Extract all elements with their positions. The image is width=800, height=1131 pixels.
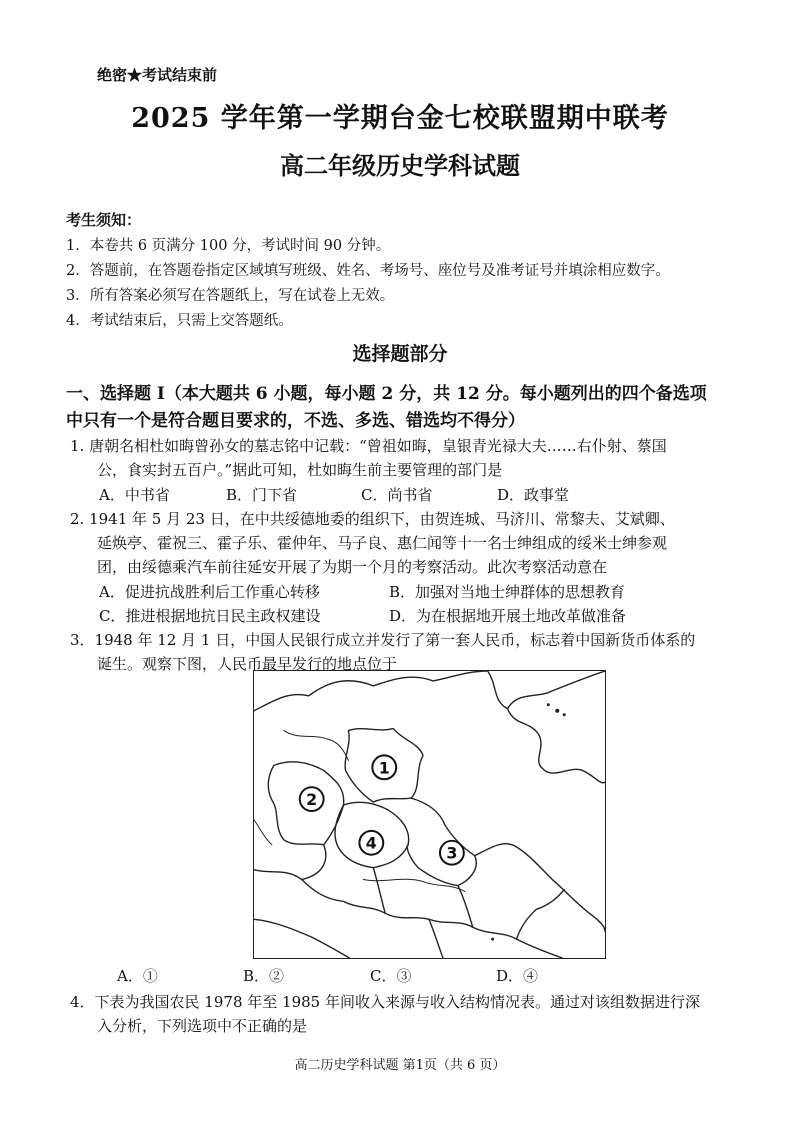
svg-text:3: 3 bbox=[446, 843, 458, 863]
option-b: B．② bbox=[243, 967, 285, 985]
region-map bbox=[253, 670, 606, 959]
marker-4 bbox=[359, 831, 383, 855]
option-b: B．门下省 bbox=[226, 486, 298, 504]
confidential-label: 绝密★考试结束前 bbox=[97, 66, 218, 84]
map-outline-graphic bbox=[254, 671, 605, 958]
svg-text:1: 1 bbox=[378, 758, 390, 778]
notice-item: 4．考试结束后，只需上交答题纸。 bbox=[66, 313, 293, 329]
question-text: 3．1948 年 12 月 1 日，中国人民银行成立并发行了第一套人民币，标志着中国新货币体系的 bbox=[70, 631, 696, 649]
question-text: 延焕亭、霍祝三、霍子乐、霍仲年、马子良、惠仁闻等十一名士绅组成的绥米士绅参观 bbox=[97, 534, 668, 552]
option-a: A．促进抗战胜利后工作重心转移 bbox=[99, 583, 320, 601]
question-text: 1. 唐朝名相杜如晦曾孙女的墓志铭中记载：“曾祖如晦，皇银青光禄大夫……右仆射、蔡国 bbox=[70, 437, 667, 455]
marker-3 bbox=[440, 841, 464, 865]
question-text: 入分析，下列选项中不正确的是 bbox=[97, 1017, 308, 1035]
question-text: 公，食实封五百户。”据此可知，杜如晦生前主要管理的部门是 bbox=[97, 461, 503, 479]
section-title: 选择题部分 bbox=[352, 343, 448, 365]
option-c: C．③ bbox=[370, 967, 412, 985]
notice-item: 3．所有答案必须写在答题纸上，写在试卷上无效。 bbox=[66, 288, 395, 304]
question-text: 2. 1941 年 5 月 23 日，在中共绥德地委的组织下，由贺连城、马济川、常黎夫、艾斌卿、 bbox=[70, 510, 675, 528]
part-instructions: 一、选择题 I（本大题共 6 小题，每小题 2 分，共 12 分。每小题列出的四个备选项 bbox=[66, 384, 707, 404]
exam-title: 2025 学年第一学期台金七校联盟期中联考 bbox=[131, 103, 669, 134]
question-text: 4．下表为我国农民 1978 年至 1985 年间收入来源与收入结构情况表。通过对该组数据进行深 bbox=[70, 993, 700, 1011]
notice-item: 2．答题前，在答题卷指定区域填写班级、姓名、考场号、座位号及准考证号并填涂相应数字。 bbox=[66, 263, 670, 279]
option-c: C．尚书省 bbox=[361, 486, 433, 504]
question-text: 诞生。观察下图，人民币最早发行的地点位于 bbox=[97, 655, 398, 673]
notice-heading: 考生须知： bbox=[66, 211, 142, 229]
option-b: B．加强对当地士绅群体的思想教育 bbox=[389, 583, 626, 601]
marker-2 bbox=[300, 787, 324, 811]
option-d: D．政事堂 bbox=[497, 486, 570, 504]
option-a: A．中书省 bbox=[99, 486, 170, 504]
part-instructions: 中只有一个是符合题目要求的，不选、多选、错选均不得分） bbox=[66, 411, 525, 431]
option-a: A．① bbox=[117, 967, 158, 985]
option-d: D．为在根据地开展土地改革做准备 bbox=[389, 607, 627, 625]
option-d: D．④ bbox=[496, 967, 539, 985]
svg-text:4: 4 bbox=[365, 833, 377, 853]
page-footer: 高二历史学科试题 第1页（共 6 页） bbox=[294, 1058, 506, 1073]
svg-text:2: 2 bbox=[306, 790, 318, 810]
option-c: C．推进根据地抗日民主政权建设 bbox=[99, 607, 321, 625]
marker-1 bbox=[372, 755, 396, 779]
notice-item: 1．本卷共 6 页满分 100 分，考试时间 90 分钟。 bbox=[66, 238, 391, 254]
exam-subtitle: 高二年级历史学科试题 bbox=[280, 151, 520, 180]
question-text: 团，由绥德乘汽车前往延安开展了为期一个月的考察活动。此次考察活动意在 bbox=[97, 558, 608, 576]
